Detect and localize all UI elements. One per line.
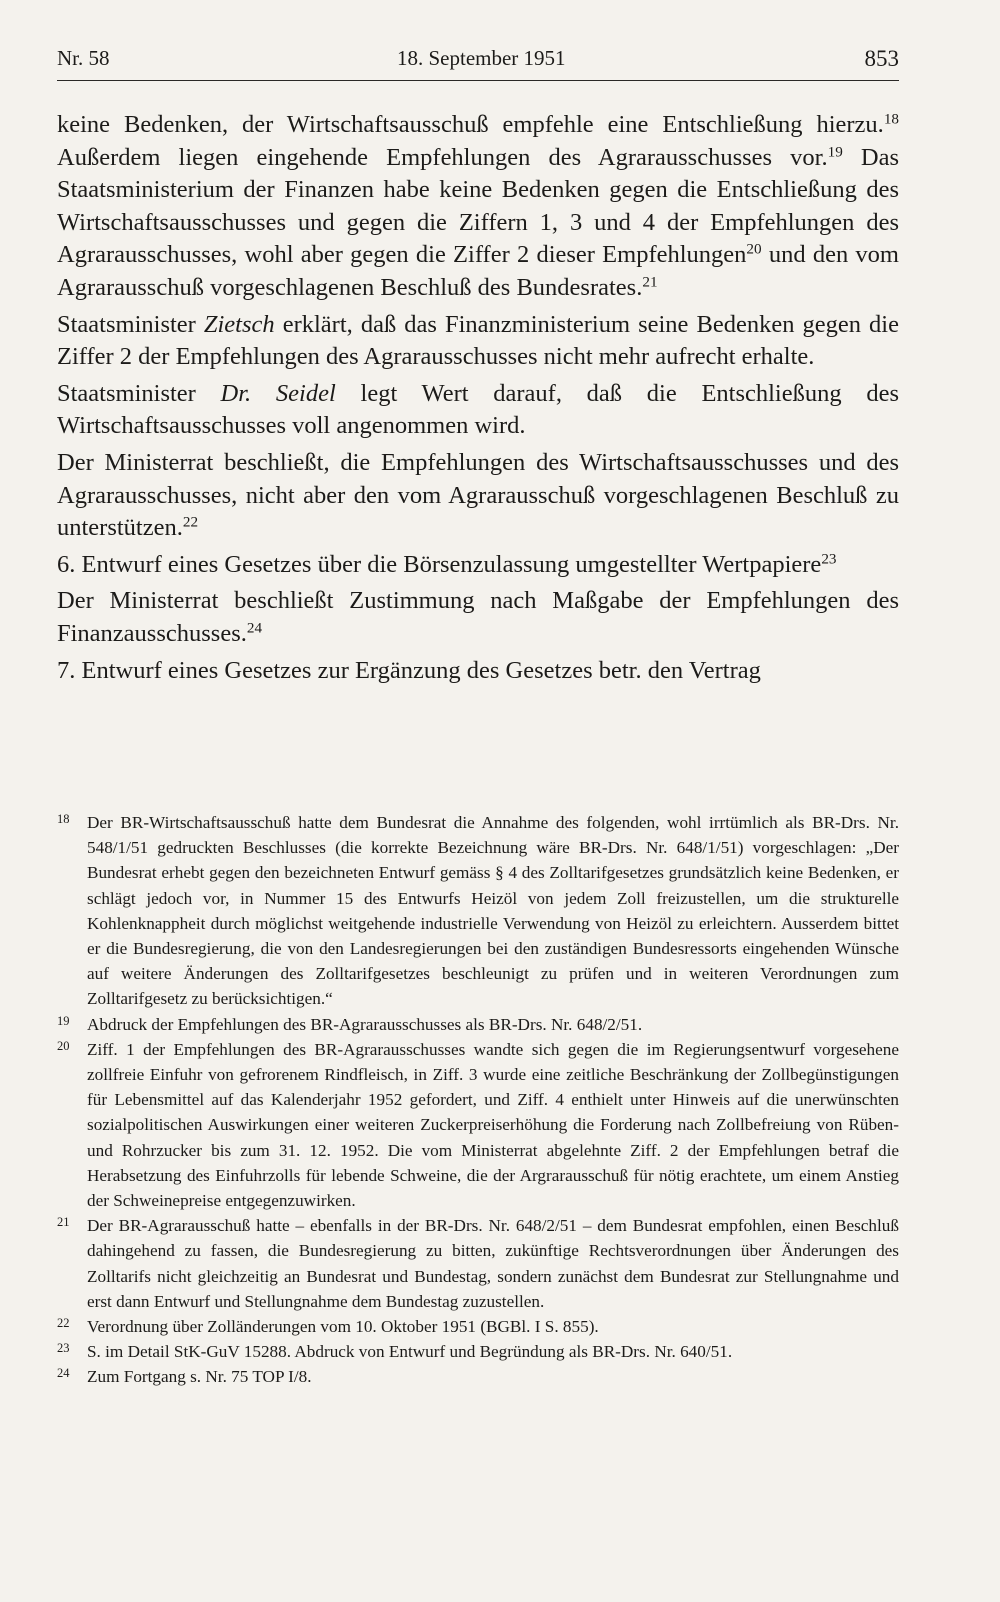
footnote <box>57 1314 899 1339</box>
footnote-ref: 20 <box>746 241 762 259</box>
text-run: Das Staatsministerium der Finanzen habe keine Bedenken gegen die Entschließung des Wirtschaftsausschusses und gegen die Ziffern 1, 3 und 4 der Empfehlungen des Agrarausschusses, wohl aber gegen die Ziffer 2 dieser Empfehlungen <box>57 143 900 269</box>
footnote-number: 19 <box>57 1013 70 1028</box>
footnote-number: 18 <box>57 812 70 826</box>
footnote-text: Verordnung über Zolländerungen vom 10. Oktober 1951 (BGBl. I S. 855). <box>87 1317 599 1337</box>
text-run: 7. Entwurf eines Gesetzes zur Ergänzung des Gesetzes betr. den Vertrag <box>57 656 761 684</box>
header-rule <box>57 80 899 81</box>
text-run: erklärt, daß das Finanzministerium seine Bedenken gegen die Ziffer 2 der Empfehlungen des Agrarausschusses nicht mehr aufrecht erhalte. <box>57 310 899 371</box>
agenda-item <box>57 549 899 582</box>
footnote-ref: 24 <box>246 619 263 637</box>
footnote <box>57 1364 899 1389</box>
footnote <box>57 1339 899 1364</box>
text-run: legt Wert darauf, daß die Entschließung des Wirtschaftsausschusses voll angenommen wird. <box>57 379 899 440</box>
footnote-ref: 18 <box>883 110 899 128</box>
footnote <box>57 1213 899 1314</box>
speaker-name: Dr. Seidel <box>220 379 336 407</box>
paragraph <box>57 447 899 545</box>
header-date: 18. September 1951 <box>397 46 566 70</box>
footnote-text: Abdruck der Empfehlungen des BR-Agrarausschusses als BR-Drs. Nr. 648/2/51. <box>87 1014 643 1034</box>
footnote-number: 23 <box>57 1341 70 1356</box>
footnotes <box>57 810 899 1390</box>
text-run: Der Ministerrat beschließt Zustimmung nach Maßgabe der Empfehlungen des Finanzausschusses. <box>57 587 899 647</box>
footnote-ref: 21 <box>642 273 658 291</box>
paragraph <box>57 585 899 650</box>
footnote-number: 20 <box>57 1038 70 1053</box>
footnote-number: 21 <box>57 1215 70 1230</box>
footnote-text: Ziff. 1 der Empfehlungen des BR-Agrarausschusses wandte sich gegen die im Regierungsentwurf vorgesehene zollfreie Einfuhr von gefrorenem Rindfleisch, in Ziff. 3 wurde eine zeitliche Beschränkung der Zollbegünstigungen für Lebensmittel auf das Kalenderjahr 1952 gefordert, und Ziff. 4 enthielt unter Hinweis auf die unerwünschten sozialpolitischen Auswirkungen einer weiteren Zuckerpreiserhöhung die Forderung nach Zollbefreiung von Rüben- und Rohrzucker bis zum 31. 12. 1952. Die vom Ministerrat abgelehnte Ziff. 2 der Empfehlungen betraf die Herabsetzung des Einfuhrzolls für lebende Schweine, die der Argrarausschuß für nötig erachtete, um einem Anstieg der Schweinepreise entgegenzuwirken. <box>87 1039 899 1211</box>
text-run: und den vom Agrarausschuß vorgeschlagenen Beschluß des Bundesrates. <box>57 241 899 301</box>
text-run: keine Bedenken, der Wirtschaftsausschuß empfehle eine Entschließung hierzu. <box>57 111 884 138</box>
paragraph <box>57 309 899 374</box>
text-run: Außerdem liegen eingehende Empfehlungen des Agrarausschusses vor. <box>57 143 828 171</box>
footnote <box>57 810 899 1012</box>
footnote <box>57 1037 899 1213</box>
footnote-text: Der BR-Wirtschaftsausschuß hatte dem Bundesrat die Annahme des folgenden, wohl irrtümlich als BR-Drs. Nr. 548/1/51 gedruckten Beschlusses (die korrekte Bezeichnung wäre BR-Drs. Nr. 648/1/51) vorgeschlagen: „Der Bundesrat erhebt gegen den bezeichneten Entwurf gemäss § 4 des Zolltarifgesetzes grundsätzlich keine Bedenken, er schlägt jedoch vor, in Nummer 15 des Entwurfs Heizöl von jedem Zoll freizustellen, um die strukturelle Kohlenknappheit durch möglichst weitgehende industrielle Verwendung von Heizöl zu erleichtern. Ausserdem bittet er die Bundesregierung, die von den Landesregierungen bei den zuständigen Bundesressorts eingehenden Wünsche auf weitere Änderungen des Zolltarifgesetzes beschleunigt zu prüfen und in weiteren Verordnungen zum Zolltarifgesetz zu berücksichtigen.“ <box>87 813 899 1009</box>
footnote-ref: 19 <box>827 143 843 161</box>
footnote-number: 24 <box>57 1366 70 1381</box>
agenda-item <box>57 655 899 688</box>
main-text <box>57 109 899 691</box>
text-run: Staatsminister <box>57 379 221 407</box>
footnote <box>57 1012 899 1037</box>
running-head <box>57 44 899 78</box>
text-run: Staatsminister <box>57 310 204 338</box>
page-number: 853 <box>864 46 899 71</box>
paragraph <box>57 109 899 305</box>
text-run: Der Ministerrat beschließt, die Empfehlungen des Wirtschaftsausschusses und des Agrarausschusses, nicht aber den vom Agrarausschuß vorgeschlagenen Beschluß zu unterstützen. <box>57 448 899 542</box>
footnote-number: 22 <box>57 1316 70 1331</box>
speaker-name: Zietsch <box>203 310 275 338</box>
footnote-ref: 23 <box>821 550 837 568</box>
footnote-text: Der BR-Agrarausschuß hatte – ebenfalls in der BR-Drs. Nr. 648/2/51 – dem Bundesrat empfohlen, einen Beschluß dahingehend zu fassen, die Bundesregierung zu bitten, zukünftige Rechtsverordnungen über Änderungen des Zolltarifs nicht gleichzeitig an Bundesrat und Bundestag, sondern zunächst dem Bundesrat zur Stellungnahme und erst dann Entwurf und Stellungnahme dem Bundestag zuzustellen. <box>87 1216 899 1311</box>
text-run: 6. Entwurf eines Gesetzes über die Börsenzulassung umgestellter Wertpapiere <box>57 550 822 578</box>
paragraph <box>57 378 899 443</box>
footnote-text: Zum Fortgang s. Nr. 75 TOP I/8. <box>87 1367 312 1387</box>
footnote-text: S. im Detail StK-GuV 15288. Abdruck von Entwurf und Begründung als BR-Drs. Nr. 640/51. <box>87 1342 733 1362</box>
footnote-ref: 22 <box>182 513 199 531</box>
document-number: Nr. 58 <box>57 46 110 70</box>
